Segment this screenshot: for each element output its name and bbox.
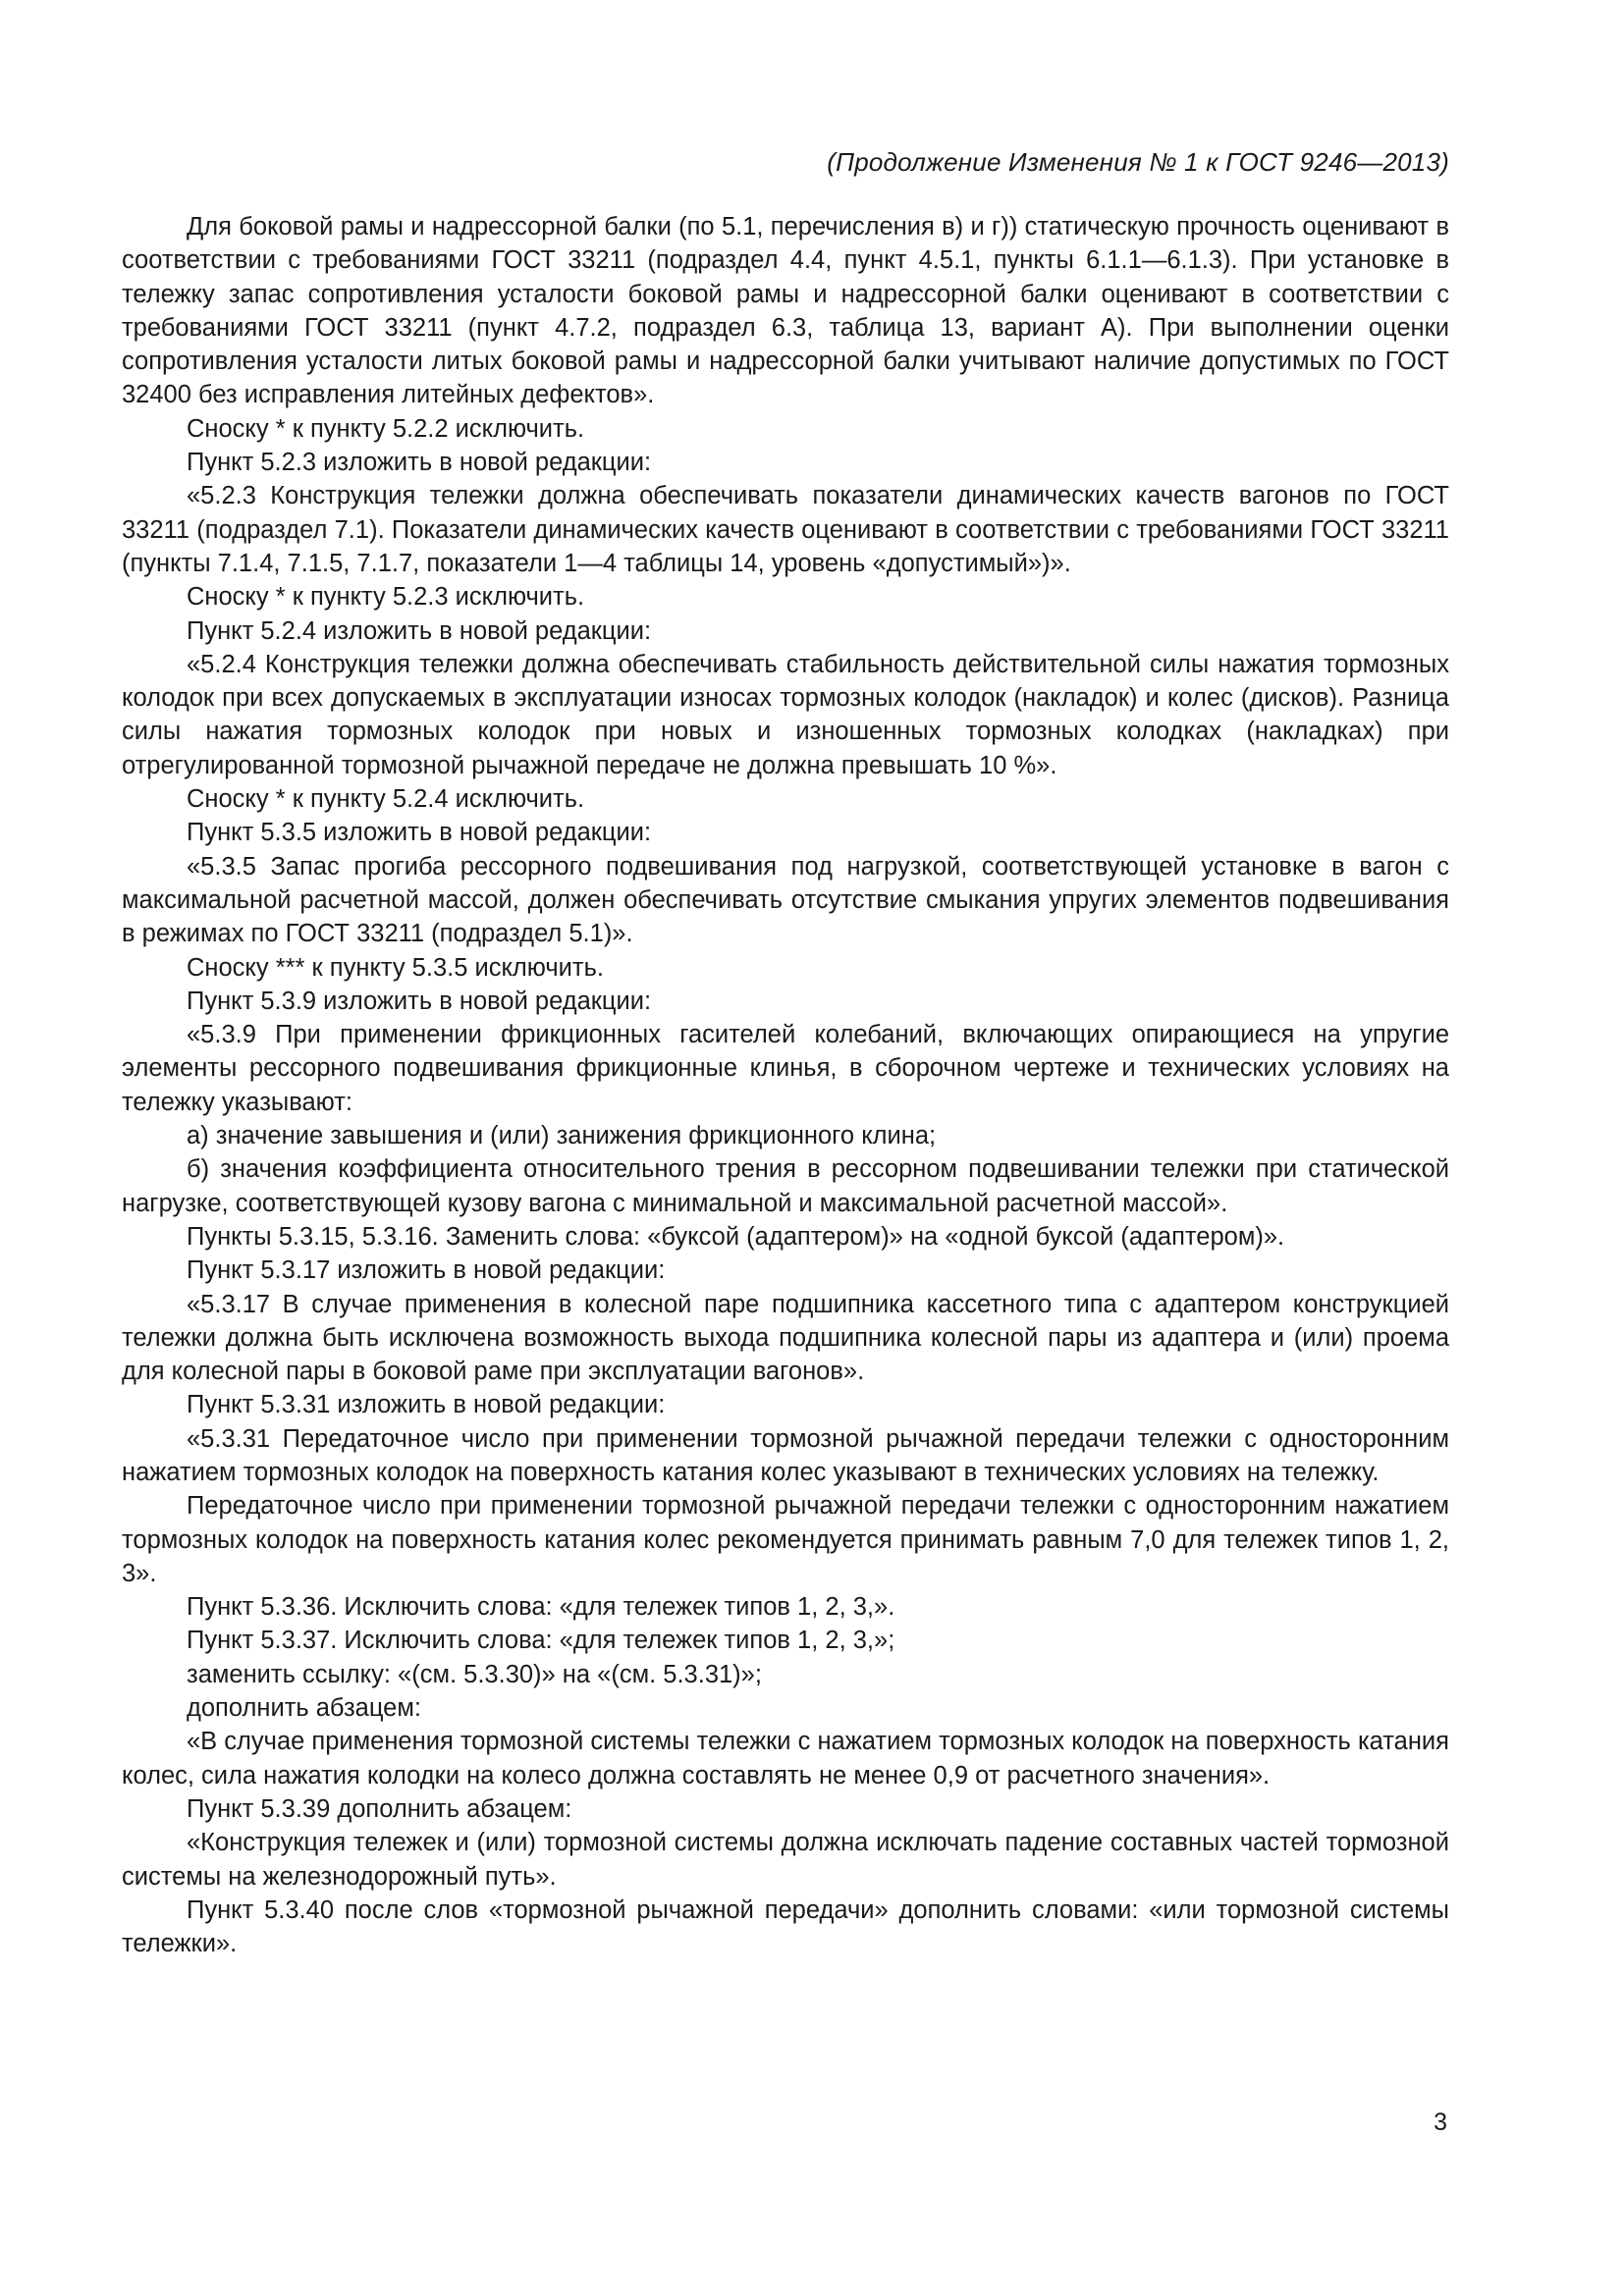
paragraph: Пункт 5.3.5 изложить в новой редакции: bbox=[187, 819, 652, 847]
paragraph: Сноску *** к пункту 5.3.5 исключить. bbox=[187, 953, 604, 982]
paragraph: Пункты 5.3.15, 5.3.16. Заменить слова: «буксой (адаптером)» на «одной буксой (адаптером)». bbox=[187, 1222, 1285, 1251]
paragraph: «5.3.31 Передаточное число при применении тормозной рычажной передачи тележки с односторонним нажатием тормозных колодок на поверхность катания колес указывают в технических условиях на тележку. bbox=[122, 1424, 1449, 1486]
paragraph: Пункт 5.3.17 изложить в новой редакции: bbox=[187, 1256, 666, 1285]
paragraph: Пункт 5.3.9 изложить в новой редакции: bbox=[187, 987, 652, 1015]
paragraph: Для боковой рамы и надрессорной балки (по 5.1, перечисления в) и г)) статическую прочность оценивают в соответствии с требованиями ГОСТ 33211 (подраздел 4.4, пункт 4.5.1, пункты 6.1.1—6.1.3). При установке в тележку запас сопротивления усталости боковой рамы и надрессорной балки оценивают в соответствии с требованиями ГОСТ 33211 (пункт 4.7.2, подраздел 6.3, таблица 13, вариант А). При выполнении оценки сопротивления усталости литых боковой рамы и надрессорной балки учитывают наличие допустимых по ГОСТ 32400 без исправления литейных дефектов». bbox=[122, 213, 1449, 409]
paragraph: Передаточное число при применении тормозной рычажной передачи тележки с односторонним нажатием тормозных колодок на поверхность катания колес рекомендуется принимать равным 7,0 для тележек типов 1, 2, 3». bbox=[122, 1492, 1449, 1587]
paragraph: Сноску * к пункту 5.2.2 исключить. bbox=[187, 414, 585, 443]
paragraph: Пункт 5.3.37. Исключить слова: «для тележек типов 1, 2, 3,»; bbox=[187, 1627, 895, 1655]
paragraph: «5.2.4 Конструкция тележки должна обеспечивать стабильность действительной силы нажатия тормозных колодок при всех допускаемых в эксплуатации износах тормозных колодок (накладок) и колес (дисков). Разница силы нажатия тормозных колодок при новых и изношенных тормозных колодках (накладках) при отрегулированной тормозной рычажной передаче не должна превышать 10 %». bbox=[122, 650, 1449, 779]
running-header: (Продолжение Изменения № 1 к ГОСТ 9246—2013) bbox=[827, 147, 1449, 177]
paragraph: Пункт 5.3.39 дополнить абзацем: bbox=[187, 1794, 572, 1823]
paragraph: Пункт 5.3.36. Исключить слова: «для тележек типов 1, 2, 3,». bbox=[187, 1593, 895, 1622]
paragraph: «В случае применения тормозной системы тележки с нажатием тормозных колодок на поверхность катания колес, сила нажатия колодки на колесо должна составлять не менее 0,9 от расчетного значения». bbox=[122, 1728, 1449, 1789]
paragraph: Сноску * к пункту 5.2.3 исключить. bbox=[187, 583, 585, 612]
paragraph: «5.3.9 При применении фрикционных гасителей колебаний, включающих опирающиеся на упругие элементы рессорного подвешивания фрикционные клинья, в сборочном чертеже и технических условиях на тележку указывают: bbox=[122, 1021, 1449, 1116]
paragraph: «5.2.3 Конструкция тележки должна обеспечивать показатели динамических качеств вагонов по ГОСТ 33211 (подраздел 7.1). Показатели динамических качеств оценивают в соответствии с требованиями ГОСТ 33211 (пункты 7.1.4, 7.1.5, 7.1.7, показатели 1—4 таблицы 14, уровень «допустимый»)». bbox=[122, 482, 1449, 577]
paragraph: заменить ссылку: «(см. 5.3.30)» на «(см. 5.3.31)»; bbox=[187, 1660, 762, 1688]
paragraph: «5.3.17 В случае применения в колесной паре подшипника кассетного типа с адаптером конструкцией тележки должна быть исключена возможность выхода подшипника колесной пары из адаптера и (или) проема для колесной пары в боковой раме при эксплуатации вагонов». bbox=[122, 1290, 1449, 1386]
paragraph: а) значение завышения и (или) занижения фрикционного клина; bbox=[187, 1122, 937, 1150]
paragraph: б) значения коэффициента относительного трения в рессорном подвешивании тележки при статической нагрузке, соответствующей кузову вагона с минимальной и максимальной расчетной массой». bbox=[122, 1155, 1449, 1217]
document-body bbox=[122, 210, 1449, 1960]
paragraph: дополнить абзацем: bbox=[187, 1694, 421, 1723]
paragraph: Сноску * к пункту 5.2.4 исключить. bbox=[187, 785, 585, 814]
paragraph: Пункт 5.3.40 после слов «тормозной рычажной передачи» дополнить словами: «или тормозной системы тележки». bbox=[122, 1896, 1449, 1958]
page-number: 3 bbox=[1434, 2109, 1447, 2136]
paragraph: Пункт 5.3.31 изложить в новой редакции: bbox=[187, 1391, 666, 1419]
paragraph: Пункт 5.2.4 изложить в новой редакции: bbox=[187, 616, 652, 645]
paragraph: Пункт 5.2.3 изложить в новой редакции: bbox=[187, 449, 652, 477]
paragraph: «Конструкция тележек и (или) тормозной системы должна исключать падение составных частей тормозной системы на железнодорожный путь». bbox=[122, 1829, 1449, 1891]
paragraph: «5.3.5 Запас прогиба рессорного подвешивания под нагрузкой, соответствующей установке в вагон с максимальной расчетной массой, должен обеспечивать отсутствие смыкания упругих элементов подвешивания в режимах по ГОСТ 33211 (подраздел 5.1)». bbox=[122, 852, 1449, 948]
